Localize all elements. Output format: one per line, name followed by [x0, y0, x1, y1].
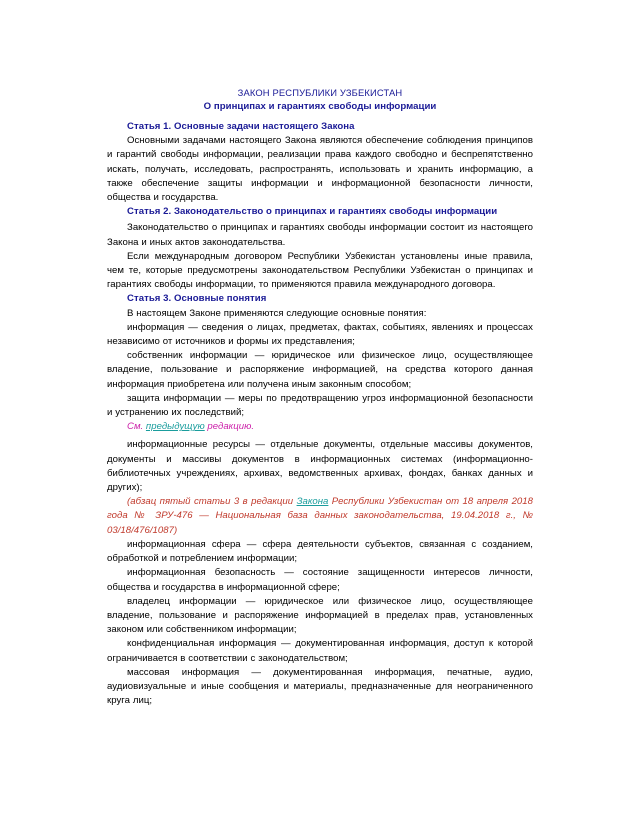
article-3-heading: Статья 3. Основные понятия [127, 293, 267, 305]
article-1-heading: Статья 1. Основные задачи настоящего Закона [127, 121, 355, 132]
definition-massovaya-informatsiya: массовая информация — документированная информация, печатные, аудио, аудиовизуальные и иные сообщения и материалы, предназначенные для неограниченного круга лиц; [107, 666, 533, 707]
see-previous-revision-note [107, 420, 533, 434]
definition-zashchita-informatsii: защита информации — меры по предотвращению угроз информационной безопасности и устранению их последствий; [107, 392, 533, 419]
definition-informatsionnaya-sfera: информационная сфера — сфера деятельности субъектов, связанная с созданием, обработкой и потреблением информации; [107, 538, 533, 565]
article-1-paragraph-1: Основными задачами настоящего Закона являются обеспечение соблюдения принципов и гарантий свободы информации, реализации права каждого свободно и беспрепятственно искать, получать, исследовать, распространять, использовать и хранить информацию, а также обеспечение защиты информации и информационной безопасности личности, общества и государства. [107, 135, 533, 204]
definition-informatsionnaya-bezopasnost: информационная безопасность — состояние защищенности интересов личности, общества и государства в информационной сфере; [107, 567, 533, 593]
document-body [107, 86, 533, 708]
amendment-note-part1: (абзац пятый статьи 3 в редакции [127, 496, 297, 508]
article-3-paragraph-intro: В настоящем Законе применяются следующие основные понятия: [127, 307, 427, 319]
previous-revision-link[interactable]: предыдущую [145, 421, 205, 433]
article-2-paragraph-1: Законодательство о принципах и гарантиях свободы информации состоит из настоящего Закона и иных актов законодательства. [107, 222, 533, 248]
definition-informatsionnye-resursy: информационные ресурсы — отдельные документы, отдельные массивы документов, документы и массивы документов в информационных системах (информационно-библиотечных учреждениях, архивах, ведомственных архивах, фондах, банках данных и других); [107, 439, 533, 494]
amendment-law-link[interactable]: Закона [296, 496, 329, 508]
see-previous-suffix: редакцию. [204, 421, 255, 433]
definition-sobstvennik-informatsii: собственник информации — юридическое или физическое лицо, осуществляющее владение, пользование и распоряжение информацией, на средства которого данная информация приобретена или получена иным законным способом; [107, 350, 533, 390]
definition-vladelets-informatsii: владелец информации — юридическое или физическое лицо, осуществляющее владение, пользование и распоряжение информацией в пределах прав, установленных законом или собственником информации; [107, 595, 533, 636]
document-subtitle: О принципах и гарантиях свободы информации [203, 101, 437, 112]
definition-konfidentsialnaya-informatsiya: конфиденциальная информация — документированная информация, доступ к которой ограничивается в соответствии с законодательством; [107, 638, 533, 664]
definition-informatsiya: информация — сведения о лицах, предметах, фактах, событиях, явлениях и процессах независимо от источников и формы их представления; [107, 321, 533, 348]
article-2-heading: Статья 2. Законодательство о принципах и гарантиях свободы информации [127, 206, 498, 218]
document-title: ЗАКОН РЕСПУБЛИКИ УЗБЕКИСТАН [237, 87, 403, 98]
see-previous-prefix: См. [127, 421, 146, 433]
amendment-note [107, 495, 533, 538]
article-2-paragraph-2: Если международным договором Республики Узбекистан установлены иные правила, чем те, которые предусмотрены законодательством Республики Узбекистан о принципах и гарантиях свободы информации, то применяются правила международного договора. [107, 250, 533, 291]
amendment-note-part2: Республики Узбекистан от 18 апреля 2018 года № ЗРУ-476 — Национальная база данных законодательства, 19.04.2018 г., № 03/18/476/1087) [107, 496, 533, 536]
